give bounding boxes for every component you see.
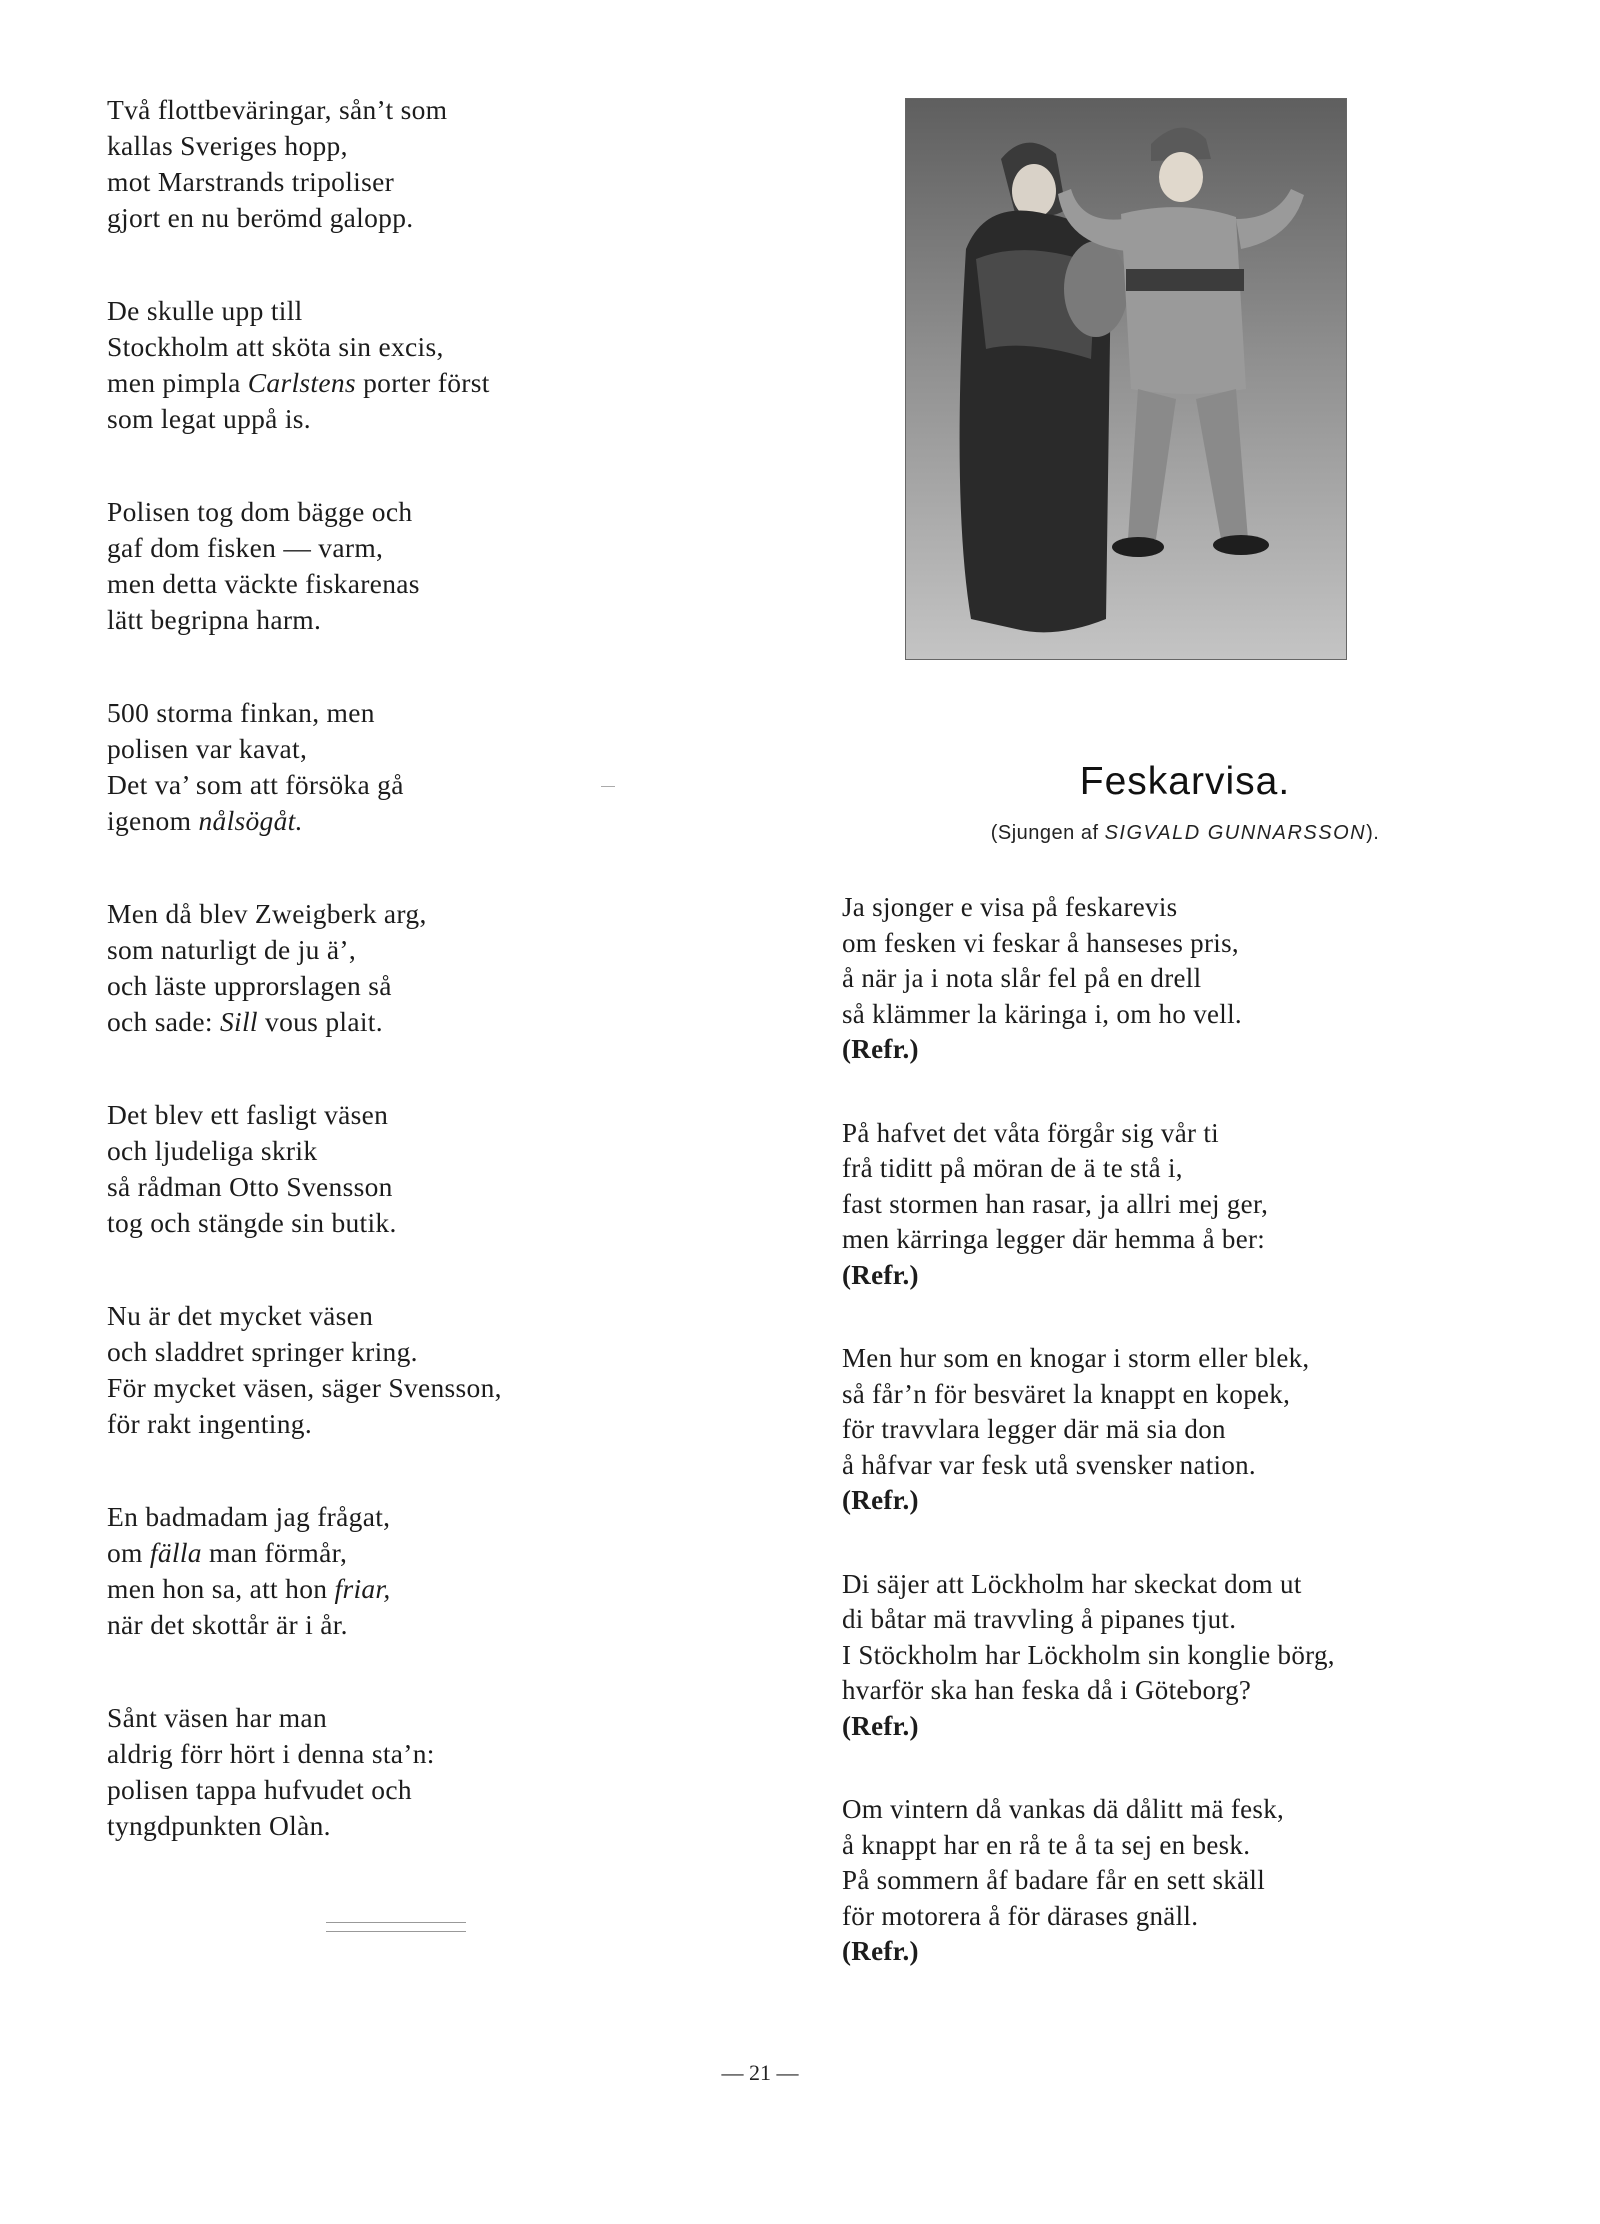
verse-line: kallas Sveriges hopp, <box>107 130 348 161</box>
section-divider <box>326 1922 466 1932</box>
line-text: om <box>107 1537 150 1568</box>
verse-line: för travvlara legger där mä sia don <box>842 1414 1226 1444</box>
verse-line: Ja sjonger e visa på feskarevis <box>842 892 1178 922</box>
verse-line: Men då blev Zweigberk arg, <box>107 898 427 929</box>
stanza <box>107 1499 627 1643</box>
verse-line: hvarför ska han feska då i Göteborg? <box>842 1675 1252 1705</box>
italic-text: fälla <box>149 1537 202 1568</box>
verse-line: och läste upprorslagen så <box>107 970 392 1001</box>
verse-line: tyngdpunkten Olàn. <box>107 1810 331 1841</box>
song-stanza <box>842 890 1482 1068</box>
refrain-marker: (Refr.) <box>842 1034 919 1064</box>
verse-line: En badmadam jag frågat, <box>107 1501 391 1532</box>
verse-line: å håfvar var fesk utå svensker nation. <box>842 1449 1256 1480</box>
verse-line <box>107 1571 627 1607</box>
verse-line: gjort en nu berömd galopp. <box>107 202 414 233</box>
page-number: — 21 — <box>721 2060 799 2085</box>
verse-line: lätt begripna harm. <box>107 604 322 635</box>
verse-line: som legat uppå is. <box>107 403 311 434</box>
line-text: man förmår, <box>201 1537 348 1568</box>
verse-line: Nu är det mycket väsen <box>107 1300 374 1331</box>
verse-line: di båtar mä travvling å pipanes tjut. <box>842 1604 1237 1634</box>
subtitle-prefix: (Sjungen af <box>990 822 1105 844</box>
verse-line: så rådman Otto Svensson <box>107 1171 393 1202</box>
line-text: men pimpla <box>107 367 248 398</box>
stanza <box>107 494 627 638</box>
italic-text: nålsögåt. <box>198 805 303 836</box>
verse-line: aldrig förr hört i denna sta’n: <box>107 1738 435 1769</box>
verse-line: polisen tappa hufvudet och <box>107 1774 412 1805</box>
verse-line: På sommern åf badare får en sett skäll <box>842 1865 1265 1895</box>
verse-line: polisen var kavat, <box>107 733 308 764</box>
verse-line: Det va’ som att försöka gå <box>107 769 404 800</box>
verse-line: men kärringa legger där hemma å ber: <box>842 1224 1266 1254</box>
verse-line: och ljudeliga skrik <box>107 1135 318 1166</box>
left-column-poem <box>107 92 627 1901</box>
refrain-marker: (Refr.) <box>842 1259 919 1290</box>
verse-line: Sånt väsen har man <box>107 1702 327 1733</box>
italic-text: Sill <box>219 1006 258 1037</box>
song-stanza <box>842 1116 1482 1294</box>
line-text: vous plait. <box>257 1006 383 1037</box>
song-stanza <box>842 1792 1482 1970</box>
verse-line <box>107 1535 627 1571</box>
verse-line: Di säjer att Löckholm har skeckat dom ut <box>842 1568 1302 1599</box>
verse-line: när det skottår är i år. <box>107 1609 348 1640</box>
verse-line: så får’n för besväret la knappt en kopek, <box>842 1378 1291 1409</box>
verse-line: mot Marstrands tripoliser <box>107 166 395 197</box>
singer-name: SIGVALD GUNNARSSON <box>1104 822 1367 844</box>
verse-line: som naturligt de ju ä’, <box>107 934 357 965</box>
line-text: men hon sa, att hon <box>107 1573 335 1604</box>
refrain-marker: (Refr.) <box>842 1485 919 1515</box>
verse-line: Två flottbeväringar, sån’t som <box>107 94 448 125</box>
verse-line: för rakt ingenting. <box>107 1408 313 1439</box>
italic-text: friar, <box>334 1573 391 1604</box>
stanza <box>107 293 627 437</box>
right-column-song <box>842 890 1482 2018</box>
verse-line: På hafvet det våta förgår sig vår ti <box>842 1117 1219 1148</box>
verse-line: Det blev ett fasligt väsen <box>107 1099 389 1130</box>
stanza <box>107 695 627 839</box>
song-stanza <box>842 1341 1482 1519</box>
stanza <box>107 896 627 1040</box>
verse-line: Stockholm att sköta sin excis, <box>107 331 444 362</box>
verse-line <box>107 1004 627 1040</box>
verse-line: För mycket väsen, säger Svensson, <box>107 1372 502 1403</box>
refrain-marker: (Refr.) <box>842 1936 919 1966</box>
verse-line <box>107 365 627 401</box>
song-stanza <box>842 1567 1482 1745</box>
stray-mark <box>601 786 615 787</box>
verse-line: Polisen tog dom bägge och <box>107 496 413 527</box>
photograph-two-performers <box>905 98 1347 660</box>
verse-line: De skulle upp till <box>107 295 303 326</box>
line-text: igenom <box>107 805 199 836</box>
song-title: Feskarvisa. <box>1079 760 1291 803</box>
verse-line <box>107 803 627 839</box>
italic-text: Carlstens <box>247 367 356 398</box>
verse-line: för motorera å för därases gnäll. <box>842 1900 1199 1931</box>
stanza <box>107 1298 627 1442</box>
verse-line: om fesken vi feskar å hanseses pris, <box>842 927 1239 958</box>
verse-line: å när ja i nota slår fel på en drell <box>842 963 1202 993</box>
verse-line: tog och stängde sin butik. <box>107 1207 397 1238</box>
verse-line: fast stormen han rasar, ja allri mej ger, <box>842 1188 1269 1219</box>
refrain-marker: (Refr.) <box>842 1710 919 1741</box>
verse-line: och sladdret springer kring. <box>107 1336 418 1367</box>
photo-illustration <box>906 99 1346 659</box>
line-text: och sade: <box>107 1006 220 1037</box>
subtitle-suffix: ). <box>1366 822 1380 844</box>
song-subtitle <box>890 822 1480 845</box>
verse-line: så klämmer la käringa i, om ho vell. <box>842 998 1242 1029</box>
stanza <box>107 1700 627 1844</box>
verse-line: men detta väckte fiskarenas <box>107 568 420 599</box>
verse-line: å knappt har en rå te å ta sej en besk. <box>842 1829 1251 1860</box>
verse-line: Men hur som en knogar i storm eller blek, <box>842 1343 1310 1373</box>
verse-line: gaf dom fisken — varm, <box>107 532 384 563</box>
line-text: porter först <box>355 367 490 398</box>
verse-line: I Stöckholm har Löckholm sin konglie börg, <box>842 1639 1335 1670</box>
verse-line: frå tiditt på möran de ä te stå i, <box>842 1153 1183 1183</box>
verse-line: 500 storma finkan, men <box>107 697 375 728</box>
stanza <box>107 92 627 236</box>
verse-line: Om vintern då vankas dä dålitt mä fesk, <box>842 1794 1285 1824</box>
stanza <box>107 1097 627 1241</box>
